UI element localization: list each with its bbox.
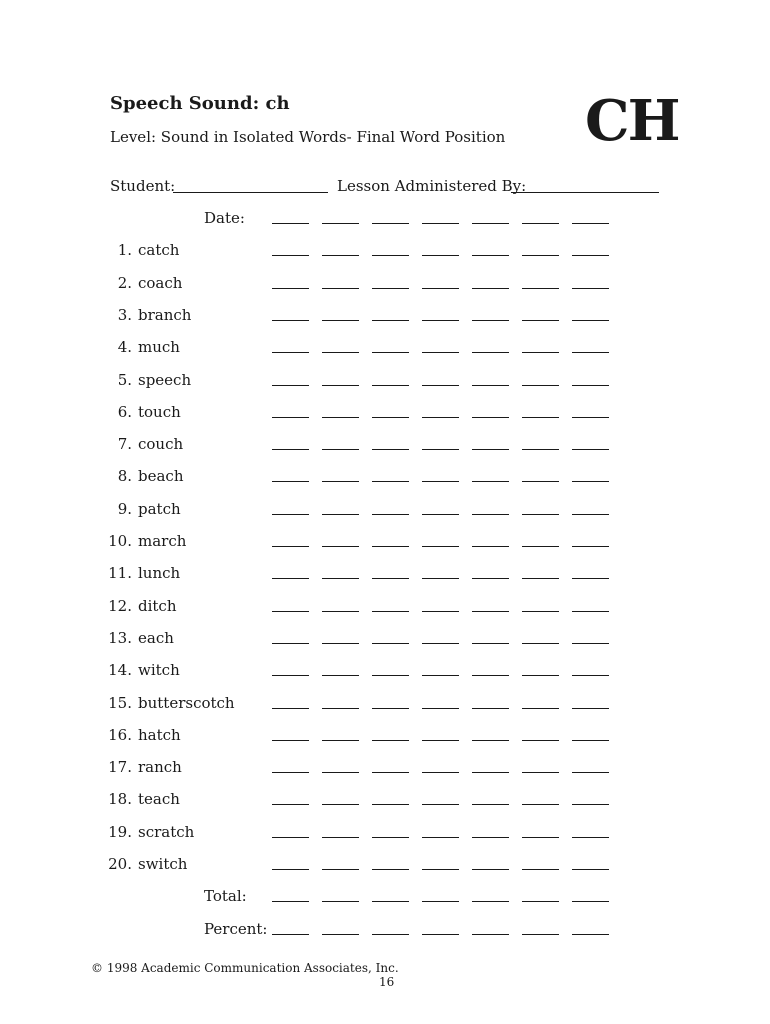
- word-text: patch: [138, 500, 181, 518]
- score-blank[interactable]: [272, 352, 309, 353]
- word-text: scratch: [138, 823, 195, 841]
- score-blank[interactable]: [472, 740, 509, 741]
- score-blank[interactable]: [322, 385, 359, 386]
- score-blank[interactable]: [522, 352, 559, 353]
- score-blank[interactable]: [572, 901, 609, 902]
- word-number: 11.: [108, 564, 132, 582]
- score-blank[interactable]: [522, 255, 559, 256]
- score-blank[interactable]: [272, 708, 309, 709]
- score-blank[interactable]: [472, 320, 509, 321]
- score-blank[interactable]: [422, 772, 459, 773]
- percent-row: [0, 920, 770, 944]
- score-blank[interactable]: [372, 804, 409, 805]
- score-blank[interactable]: [522, 288, 559, 289]
- score-blank[interactable]: [522, 837, 559, 838]
- score-blank[interactable]: [372, 901, 409, 902]
- score-blank[interactable]: [522, 449, 559, 450]
- score-blank[interactable]: [372, 449, 409, 450]
- score-blank[interactable]: [422, 449, 459, 450]
- score-blank[interactable]: [322, 804, 359, 805]
- score-blank[interactable]: [372, 869, 409, 870]
- score-blank[interactable]: [372, 675, 409, 676]
- score-blank[interactable]: [322, 934, 359, 935]
- score-blank[interactable]: [522, 481, 559, 482]
- score-blank[interactable]: [372, 514, 409, 515]
- administered-by-label: Lesson Administered By:: [337, 177, 527, 195]
- score-blank[interactable]: [522, 223, 559, 224]
- score-blank[interactable]: [272, 223, 309, 224]
- score-blank[interactable]: [572, 385, 609, 386]
- score-blank[interactable]: [272, 804, 309, 805]
- sound-symbol: CH: [585, 88, 679, 154]
- score-blank[interactable]: [522, 934, 559, 935]
- score-blank[interactable]: [422, 352, 459, 353]
- score-blank[interactable]: [272, 611, 309, 612]
- score-blank[interactable]: [372, 772, 409, 773]
- word-row: [0, 435, 770, 459]
- score-blank[interactable]: [272, 901, 309, 902]
- word-number: 4.: [117, 338, 132, 356]
- score-blank[interactable]: [272, 546, 309, 547]
- score-blank[interactable]: [422, 611, 459, 612]
- score-blank[interactable]: [572, 481, 609, 482]
- score-blank[interactable]: [272, 675, 309, 676]
- score-blank[interactable]: [472, 578, 509, 579]
- word-row: [0, 403, 770, 427]
- score-blank[interactable]: [472, 675, 509, 676]
- word-text: touch: [138, 403, 181, 421]
- score-blank[interactable]: [472, 417, 509, 418]
- word-row: [0, 500, 770, 524]
- score-blank[interactable]: [522, 578, 559, 579]
- score-blank[interactable]: [472, 901, 509, 902]
- score-blank[interactable]: [372, 546, 409, 547]
- score-blank[interactable]: [572, 740, 609, 741]
- score-blank[interactable]: [372, 708, 409, 709]
- word-text: couch: [138, 435, 184, 453]
- word-text: beach: [138, 467, 184, 485]
- word-number: 3.: [117, 306, 132, 324]
- score-blank[interactable]: [272, 255, 309, 256]
- score-blank[interactable]: [372, 934, 409, 935]
- score-blank[interactable]: [472, 449, 509, 450]
- student-label: Student:: [110, 177, 176, 195]
- score-blank[interactable]: [472, 869, 509, 870]
- score-blank[interactable]: [372, 643, 409, 644]
- score-blank[interactable]: [272, 288, 309, 289]
- score-blank[interactable]: [372, 385, 409, 386]
- word-text: catch: [138, 241, 180, 259]
- score-blank[interactable]: [322, 643, 359, 644]
- percent-label: Percent:: [204, 920, 268, 938]
- score-blank[interactable]: [272, 320, 309, 321]
- score-blank[interactable]: [322, 417, 359, 418]
- score-blank[interactable]: [472, 804, 509, 805]
- score-blank[interactable]: [272, 578, 309, 579]
- word-text: teach: [138, 790, 180, 808]
- score-blank[interactable]: [322, 772, 359, 773]
- word-row: [0, 274, 770, 298]
- score-blank[interactable]: [522, 546, 559, 547]
- score-blank[interactable]: [422, 578, 459, 579]
- score-blank[interactable]: [572, 772, 609, 773]
- score-blank[interactable]: [472, 288, 509, 289]
- score-blank[interactable]: [472, 481, 509, 482]
- score-blank[interactable]: [272, 417, 309, 418]
- score-blank[interactable]: [272, 934, 309, 935]
- word-number: 2.: [117, 274, 132, 292]
- score-blank[interactable]: [572, 417, 609, 418]
- score-blank[interactable]: [272, 772, 309, 773]
- word-row: [0, 823, 770, 847]
- score-blank[interactable]: [472, 352, 509, 353]
- score-blank[interactable]: [422, 320, 459, 321]
- score-blank[interactable]: [572, 804, 609, 805]
- score-blank[interactable]: [372, 417, 409, 418]
- score-blank[interactable]: [572, 352, 609, 353]
- word-text: each: [138, 629, 174, 647]
- student-field[interactable]: [173, 192, 328, 193]
- score-blank[interactable]: [572, 643, 609, 644]
- score-blank[interactable]: [322, 514, 359, 515]
- score-blank[interactable]: [272, 643, 309, 644]
- word-row: [0, 855, 770, 879]
- score-blank[interactable]: [522, 643, 559, 644]
- word-number: 16.: [108, 726, 132, 744]
- score-blank[interactable]: [522, 320, 559, 321]
- word-number: 9.: [117, 500, 132, 518]
- score-blank[interactable]: [322, 869, 359, 870]
- word-row: [0, 564, 770, 588]
- score-blank[interactable]: [572, 837, 609, 838]
- score-blank[interactable]: [422, 934, 459, 935]
- date-row: [0, 209, 770, 233]
- word-row: [0, 597, 770, 621]
- score-blank[interactable]: [322, 740, 359, 741]
- score-blank[interactable]: [272, 385, 309, 386]
- word-row: [0, 306, 770, 330]
- word-number: 13.: [108, 629, 132, 647]
- word-number: 8.: [117, 467, 132, 485]
- score-blank[interactable]: [472, 611, 509, 612]
- score-blank[interactable]: [472, 934, 509, 935]
- score-blank[interactable]: [322, 352, 359, 353]
- level-description: Level: Sound in Isolated Words- Final Word Position: [110, 128, 506, 146]
- score-blank[interactable]: [272, 481, 309, 482]
- word-number: 7.: [117, 435, 132, 453]
- score-blank[interactable]: [472, 255, 509, 256]
- score-blank[interactable]: [422, 740, 459, 741]
- word-row: [0, 371, 770, 395]
- word-text: lunch: [138, 564, 181, 582]
- word-row: [0, 758, 770, 782]
- score-blank[interactable]: [372, 740, 409, 741]
- word-text: butterscotch: [138, 694, 235, 712]
- page-title: Speech Sound: ch: [110, 93, 290, 114]
- score-blank[interactable]: [522, 417, 559, 418]
- score-blank[interactable]: [572, 675, 609, 676]
- score-blank[interactable]: [272, 740, 309, 741]
- score-blank[interactable]: [522, 611, 559, 612]
- score-blank[interactable]: [472, 385, 509, 386]
- total-row: [0, 887, 770, 911]
- score-blank[interactable]: [272, 869, 309, 870]
- score-blank[interactable]: [522, 708, 559, 709]
- score-blank[interactable]: [322, 837, 359, 838]
- score-blank[interactable]: [372, 255, 409, 256]
- word-text: ranch: [138, 758, 182, 776]
- score-blank[interactable]: [422, 223, 459, 224]
- score-blank[interactable]: [372, 352, 409, 353]
- word-text: hatch: [138, 726, 181, 744]
- word-row: [0, 694, 770, 718]
- score-blank[interactable]: [372, 223, 409, 224]
- score-blank[interactable]: [572, 255, 609, 256]
- score-blank[interactable]: [572, 288, 609, 289]
- score-blank[interactable]: [322, 449, 359, 450]
- score-blank[interactable]: [572, 514, 609, 515]
- word-number: 20.: [108, 855, 132, 873]
- score-blank[interactable]: [372, 288, 409, 289]
- score-blank[interactable]: [422, 643, 459, 644]
- score-blank[interactable]: [422, 417, 459, 418]
- score-blank[interactable]: [422, 804, 459, 805]
- score-blank[interactable]: [522, 869, 559, 870]
- score-blank[interactable]: [322, 901, 359, 902]
- score-blank[interactable]: [572, 934, 609, 935]
- word-number: 19.: [108, 823, 132, 841]
- score-blank[interactable]: [272, 514, 309, 515]
- word-row: [0, 532, 770, 556]
- word-text: branch: [138, 306, 192, 324]
- score-blank[interactable]: [422, 255, 459, 256]
- copyright: © 1998 Academic Communication Associates, Inc.: [91, 961, 399, 975]
- word-row: [0, 726, 770, 750]
- score-blank[interactable]: [322, 255, 359, 256]
- word-row: [0, 241, 770, 265]
- score-blank[interactable]: [472, 772, 509, 773]
- score-blank[interactable]: [422, 837, 459, 838]
- score-blank[interactable]: [422, 708, 459, 709]
- score-blank[interactable]: [472, 546, 509, 547]
- score-blank[interactable]: [472, 837, 509, 838]
- score-blank[interactable]: [572, 449, 609, 450]
- score-blank[interactable]: [522, 772, 559, 773]
- score-blank[interactable]: [422, 869, 459, 870]
- score-blank[interactable]: [422, 514, 459, 515]
- word-number: 14.: [108, 661, 132, 679]
- word-number: 18.: [108, 790, 132, 808]
- administered-by-field[interactable]: [511, 192, 659, 193]
- score-blank[interactable]: [472, 643, 509, 644]
- score-blank[interactable]: [372, 837, 409, 838]
- score-blank[interactable]: [322, 481, 359, 482]
- score-blank[interactable]: [322, 320, 359, 321]
- word-text: switch: [138, 855, 188, 873]
- score-blank[interactable]: [472, 708, 509, 709]
- word-text: much: [138, 338, 180, 356]
- score-blank[interactable]: [322, 611, 359, 612]
- score-blank[interactable]: [522, 901, 559, 902]
- score-blank[interactable]: [272, 449, 309, 450]
- word-number: 5.: [117, 371, 132, 389]
- word-text: coach: [138, 274, 183, 292]
- score-blank[interactable]: [422, 481, 459, 482]
- score-blank[interactable]: [572, 578, 609, 579]
- score-blank[interactable]: [322, 288, 359, 289]
- score-blank[interactable]: [322, 578, 359, 579]
- score-blank[interactable]: [322, 708, 359, 709]
- score-blank[interactable]: [422, 288, 459, 289]
- score-blank[interactable]: [422, 901, 459, 902]
- word-row: [0, 338, 770, 362]
- score-blank[interactable]: [572, 869, 609, 870]
- word-number: 15.: [108, 694, 132, 712]
- score-blank[interactable]: [472, 514, 509, 515]
- score-blank[interactable]: [372, 611, 409, 612]
- word-text: witch: [138, 661, 180, 679]
- score-blank[interactable]: [372, 320, 409, 321]
- score-blank[interactable]: [522, 385, 559, 386]
- score-blank[interactable]: [522, 675, 559, 676]
- score-blank[interactable]: [372, 481, 409, 482]
- score-blank[interactable]: [572, 320, 609, 321]
- score-blank[interactable]: [422, 675, 459, 676]
- score-blank[interactable]: [272, 837, 309, 838]
- date-label: Date:: [204, 209, 245, 227]
- score-blank[interactable]: [322, 546, 359, 547]
- score-blank[interactable]: [322, 223, 359, 224]
- word-number: 12.: [108, 597, 132, 615]
- word-number: 17.: [108, 758, 132, 776]
- page-number: 16: [379, 975, 395, 989]
- score-blank[interactable]: [522, 804, 559, 805]
- word-text: ditch: [138, 597, 177, 615]
- word-row: [0, 629, 770, 653]
- word-row: [0, 661, 770, 685]
- word-row: [0, 790, 770, 814]
- score-blank[interactable]: [522, 514, 559, 515]
- score-blank[interactable]: [422, 385, 459, 386]
- word-row: [0, 467, 770, 491]
- score-blank[interactable]: [572, 223, 609, 224]
- word-number: 1.: [117, 241, 132, 259]
- score-blank[interactable]: [322, 675, 359, 676]
- word-text: march: [138, 532, 187, 550]
- score-blank[interactable]: [572, 708, 609, 709]
- score-blank[interactable]: [422, 546, 459, 547]
- score-blank[interactable]: [522, 740, 559, 741]
- word-number: 6.: [117, 403, 132, 421]
- score-blank[interactable]: [372, 578, 409, 579]
- score-blank[interactable]: [572, 611, 609, 612]
- word-text: speech: [138, 371, 192, 389]
- total-label: Total:: [204, 887, 247, 905]
- score-blank[interactable]: [572, 546, 609, 547]
- word-number: 10.: [108, 532, 132, 550]
- score-blank[interactable]: [472, 223, 509, 224]
